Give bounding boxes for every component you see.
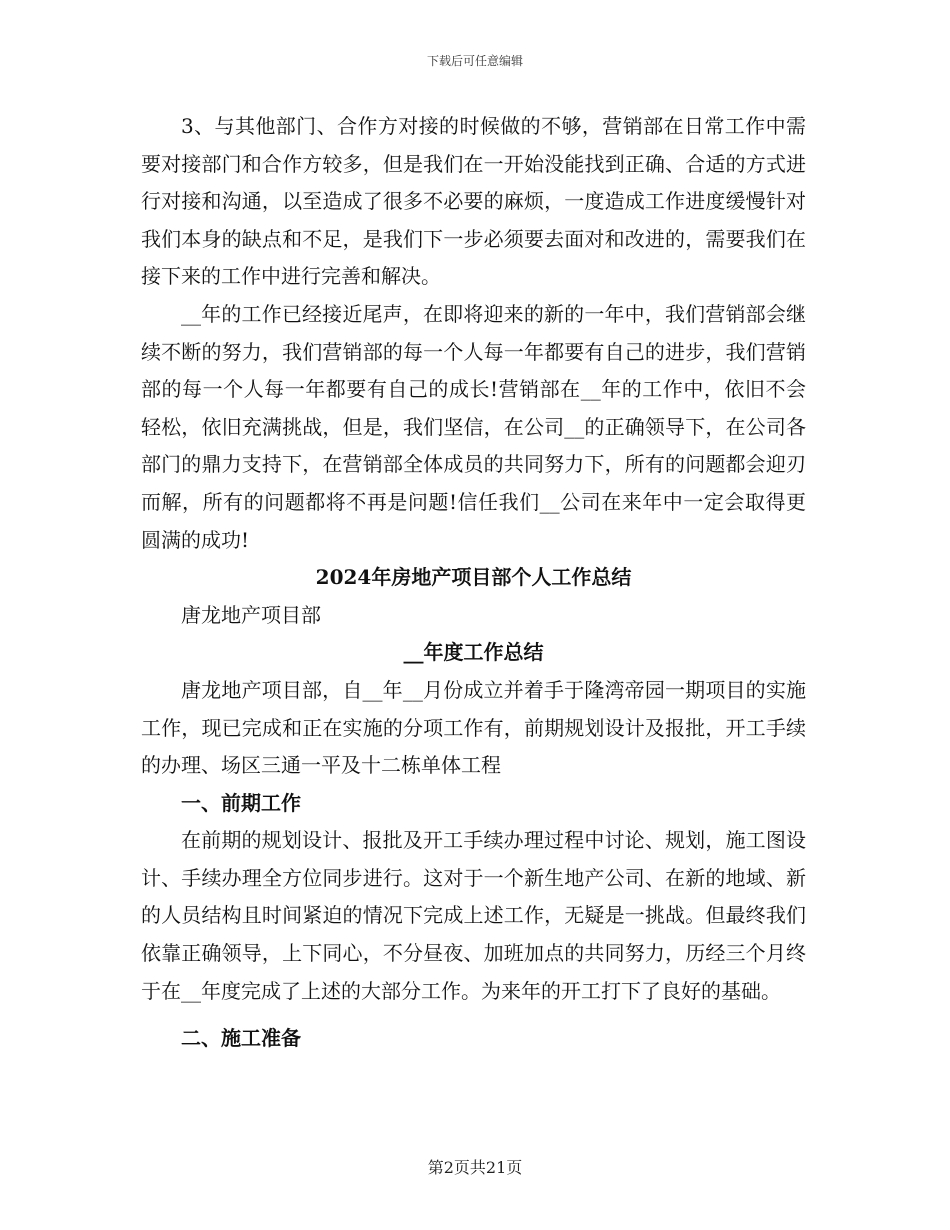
paragraph-2: __年的工作已经接近尾声，在即将迎来的新的一年中，我们营销部会继续不断的努力，我们营销部的每一个人每一年都要有自己的进步，我们营销部的每一个人每一年都要有自己的成长!营销部在__年的工作中，依旧不会轻松，依旧充满挑战，但是，我们坚信，在公司__的正确领导下，在公司各部门的鼎力支持下，在营销部全体成员的共同努力下，所有的问题都会迎刃而解，所有的问题都将不再是问题!信任我们__公司在来年中一定会取得更圆满的成功! <box>141 301 806 552</box>
paragraph-1: 3、与其他部门、合作方对接的时候做的不够，营销部在日常工作中需要对接部门和合作方较多，但是我们在一开始没能找到正确、合适的方式进行对接和沟通，以至造成了很多不必要的麻烦，一度造成工作进度缓慢针对我们本身的缺点和不足，是我们下一步必须要去面对和改进的，需要我们在接下来的工作中进行完善和解决。 <box>141 114 806 289</box>
section-heading-1: 一、前期工作 <box>181 790 301 815</box>
page-header-note: 下载后可任意编辑 <box>426 54 523 68</box>
document-subtitle: __年度工作总结 <box>403 640 544 665</box>
paragraph-3: 唐龙地产项目部，自__年__月份成立并着手于隆湾帝园一期项目的实施工作，现已完成和正在实施的分项工作有，前期规划设计及报批，开工手续的办理、场区三通一平及十二栋单体工程 <box>141 677 806 778</box>
section-heading-2: 二、施工准备 <box>181 1026 301 1051</box>
page-number: 第2页共21页 <box>427 1158 523 1177</box>
paragraph-4: 在前期的规划设计、报批及开工手续办理过程中讨论、规划，施工图设计、手续办理全方位同步进行。这对于一个新生地产公司、在新的地域、新的人员结构且时间紧迫的情况下完成上述工作，无疑是一挑战。但最终我们依靠正确领导，上下同心，不分昼夜、加班加点的共同努力，历经三个月终于在__年度完成了上述的大部分工作。为来年的开工打下了良好的基础。 <box>141 828 806 1003</box>
document-title: 2024年房地产项目部个人工作总结 <box>315 565 632 590</box>
spacer <box>141 1010 806 1020</box>
document-body <box>141 108 806 1058</box>
organization-name: 唐龙地产项目部 <box>181 602 321 627</box>
